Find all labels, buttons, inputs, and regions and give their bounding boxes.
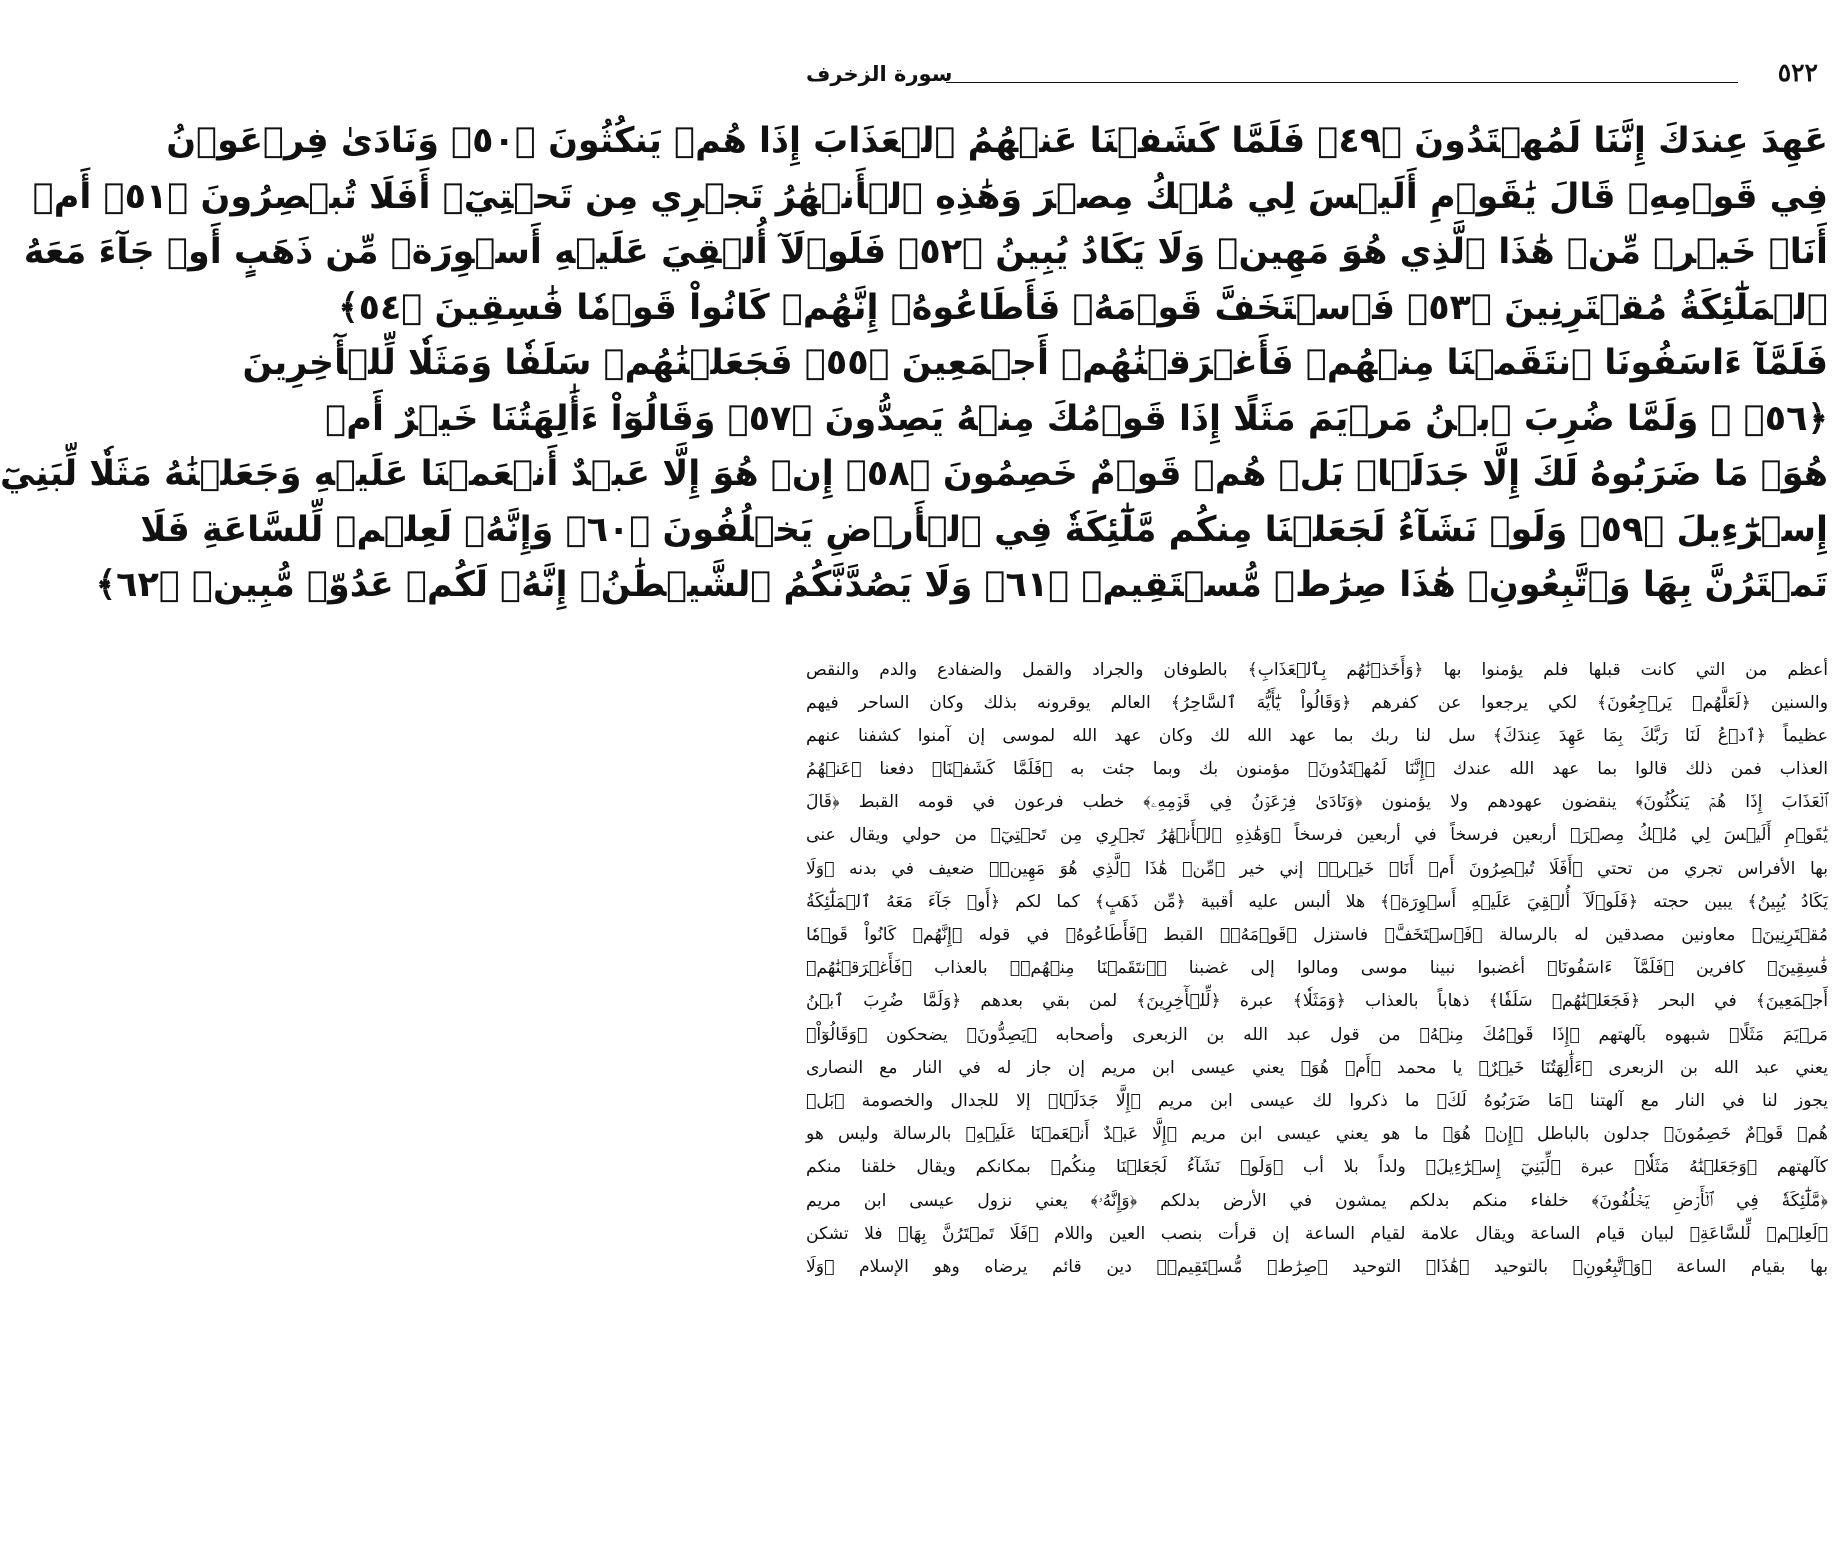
tafsir-line: مُقۡتَرِنِينَ﴾ معاونين مصدقين له بالرسالة ﴿فَٱسۡتَخَفَّ﴾ فاستزل ﴿قَوۡمَهُۥ﴾ القبط ﴿فَأَطَاعُوهُ﴾ في قوله ﴿إِنَّهُمۡ كَانُواْ قَوۡمٗا <box>806 925 1828 945</box>
tafsir-line: ﴿مَّلَٰٓئِكَةٗ فِي ٱلۡأَرۡضِ يَخۡلُفُونَ﴾ خلفاء منكم بدلكم يمشون في الأرض بدلكم ﴿وَإِنَّهُۥ﴾ يعني نزول عيسى ابن مريم <box>806 1190 1828 1211</box>
tafsir-line: يَٰقَوۡمِ أَلَيۡسَ لِي مُلۡكُ مِصۡرَ﴾ أربعين فرسخاً في أربعين فرسخاً ﴿وَهَٰذِهِ ٱلۡأَنۡهَٰرُ تَجۡرِي مِن تَحۡتِيٓ﴾ من حولي ويقال عنى <box>806 825 1828 846</box>
quran-line: فَلَمَّآ ءَاسَفُونَا ٱنتَقَمۡنَا مِنۡهُمۡ فَأَغۡرَقۡنَٰهُمۡ أَجۡمَعِينَ ﴿٥٥﴾ فَجَعَلۡنَٰهُمۡ سَلَفٗا وَمَثَلٗا لِّلۡأٓخِرِينَ <box>242 343 1828 383</box>
tafsir-line: أَجۡمَعِينَ﴾ في البحر ﴿فَجَعَلۡنَٰهُمۡ سَلَفٗا﴾ ذهاباً بالعذاب ﴿وَمَثَلٗا﴾ عبرة ﴿لِّلۡأٓخِرِينَ﴾ لمن بقي بعدهم ﴿وَلَمَّا ضُرِبَ ٱبۡنُ <box>806 991 1828 1012</box>
quran-line: أَنَا۠ خَيۡرٞ مِّنۡ هَٰذَا ٱلَّذِي هُوَ مَهِينٞ وَلَا يَكَادُ يُبِينُ ﴿٥٢﴾ فَلَوۡلَآ أُلۡقِيَ عَلَيۡهِ أَسۡوِرَةٞ مِّن ذَهَبٍ أَوۡ جَآءَ مَعَهُ <box>23 232 1828 272</box>
quran-line: ﴿٥٦﴾ ۞ وَلَمَّا ضُرِبَ ٱبۡنُ مَرۡيَمَ مَثَلًا إِذَا قَوۡمُكَ مِنۡهُ يَصِدُّونَ ﴿٥٧﴾ وَقَالُوٓاْ ءَأَٰلِهَتُنَا خَيۡرٌ أَمۡ <box>325 398 1828 439</box>
tafsir-line: يجوز لنا في النار مع آلهتنا ﴿مَا ضَرَبُوهُ لَكَ﴾ ما ذكروا لك عيسى ابن مريم ﴿إِلَّا جَدَلَۢا﴾ إلا للجدال والخصومة ﴿بَلۡ <box>806 1090 1828 1111</box>
tafsir-line: يعني عبد الله بن الزبعرى ﴿ءَأَٰلِهَتُنَا خَيۡرٌ﴾ يا محمد ﴿أَمۡ هُوَ﴾ يعني عيسى ابن مريم إن جاز له في النار مع النصارى <box>806 1057 1828 1078</box>
tafsir-line: العذاب فمن ذلك قالوا بما عهد الله عندك ﴿إِنَّنَا لَمُهۡتَدُونَ﴾ مؤمنون بك وبما جئت به ﴿فَلَمَّا كَشَفۡنَا﴾ دفعنا ﴿عَنۡهُمُ <box>806 759 1828 780</box>
tafsir-line: بها بقيام الساعة ﴿وَٱتَّبِعُونِ﴾ بالتوحيد ﴿هَٰذَا﴾ التوحيد ﴿صِرَٰطٞ مُّسۡتَقِيمٞ﴾ دين قائم يرضاه وهو الإسلام ﴿وَلَا <box>806 1256 1828 1277</box>
surah-name: سورة الزخرف <box>806 62 953 86</box>
quran-line: تَمۡتَرُنَّ بِهَا وَٱتَّبِعُونِۚ هَٰذَا صِرَٰطٞ مُّسۡتَقِيمٞ ﴿٦١﴾ وَلَا يَصُدَّنَّكُمُ ٱلشَّيۡطَٰنُۖ إِنَّهُۥ لَكُمۡ عَدُوّٞ مُّبِينٞ ﴿٦٢﴾ <box>95 565 1828 605</box>
quran-line: فِي قَوۡمِهِۦ قَالَ يَٰقَوۡمِ أَلَيۡسَ لِي مُلۡكُ مِصۡرَ وَهَٰذِهِ ٱلۡأَنۡهَٰرُ تَجۡرِي مِن تَحۡتِيٓۚ أَفَلَا تُبۡصِرُونَ ﴿٥١﴾ أَمۡ <box>32 176 1828 217</box>
tafsir-line: كآلهتهم ﴿وَجَعَلۡنَٰهُ مَثَلٗا﴾ عبرة ﴿لِّبَنِيٓ إِسۡرَٰٓءِيلَ﴾ ولداً بلا أب ﴿وَلَوۡ نَشَآءُ لَجَعَلۡنَا مِنكُم﴾ بمكانكم ويقال خلقنا منكم <box>806 1157 1828 1178</box>
quran-text-block <box>0 114 1828 614</box>
tafsir-line: ﴿لَعِلۡمٞ لِّلسَّاعَةِ﴾ لبيان قيام الساعة ويقال علامة لقيام الساعة إن قرأت بنصب العين واللام ﴿فَلَا تَمۡتَرُنَّ بِهَا﴾ فلا تشكن <box>806 1223 1828 1244</box>
page-number: ٥٢٢ <box>1777 58 1818 87</box>
tafsir-line: مَرۡيَمَ مَثَلًا﴾ شبهوه بآلهتهم ﴿إِذَا قَوۡمُكَ مِنۡهُ﴾ من قول عبد الله بن الزبعرى وأصحابه ﴿يَصِدُّونَ﴾ يضحكون ﴿وَقَالُوٓاْ﴾ <box>806 1024 1828 1045</box>
header-divider <box>946 82 1738 83</box>
page-header <box>806 48 1828 88</box>
tafsir-line: فَٰسِقِينَ﴾ كافرين ﴿فَلَمَّآ ءَاسَفُونَا﴾ أغضبوا نبينا موسى ومالوا إلى غضبنا ﴿ٱنتَقَمۡنَا مِنۡهُمۡ﴾ بالعذاب ﴿فَأَغۡرَقۡنَٰهُمۡ <box>806 958 1828 979</box>
quran-line: هُوَۚ مَا ضَرَبُوهُ لَكَ إِلَّا جَدَلَۢاۚ بَلۡ هُمۡ قَوۡمٌ خَصِمُونَ ﴿٥٨﴾ إِنۡ هُوَ إِلَّا عَبۡدٌ أَنۡعَمۡنَا عَلَيۡهِ وَجَعَلۡنَٰهُ مَثَلٗا لِّبَنِيٓ <box>0 454 1828 494</box>
quran-line: عَهِدَ عِندَكَ إِنَّنَا لَمُهۡتَدُونَ ﴿٤٩﴾ فَلَمَّا كَشَفۡنَا عَنۡهُمُ ٱلۡعَذَابَ إِذَا هُمۡ يَنكُثُونَ ﴿٥٠﴾ وَنَادَىٰ فِرۡعَوۡنُ <box>166 121 1828 161</box>
tafsir-line: هُمۡ قَوۡمٌ خَصِمُونَ﴾ جدلون بالباطل ﴿إِنۡ هُوَ﴾ ما هو يعني عيسى ابن مريم ﴿إِلَّا عَبۡدٌ أَنۡعَمۡنَا عَلَيۡهِ﴾ بالرسالة وليس هو <box>806 1124 1828 1145</box>
tafsir-line: والسنين ﴿لَعَلَّهُمۡ يَرۡجِعُونَ﴾ لكي يرجعوا عن كفرهم ﴿وَقَالُواْ يَٰٓأَيُّهَ ٱلسَّاحِرُ﴾ العالم يوقرونه بذلك وكان الساحر فيهم <box>806 692 1828 713</box>
tafsir-line: أعظم من التي كانت قبلها فلم يؤمنوا بها ﴿وَأَخَذۡنَٰهُم بِٱلۡعَذَابِ﴾ بالطوفان والجراد والقمل والضفادع والدم والنقص <box>806 659 1828 680</box>
tafsir-line: ٱلۡعَذَابَ إِذَا هُمۡ يَنكُثُونَ﴾ ينقضون عهودهم ولا يؤمنون ﴿وَنَادَىٰ فِرۡعَوۡنُ فِي قَوۡمِهِۦ﴾ خطب فرعون في قومه القبط ﴿قَالَ <box>806 792 1828 813</box>
tafsir-line: عظيماً ﴿ٱدۡعُ لَنَا رَبَّكَ بِمَا عَهِدَ عِندَكَ﴾ سل لنا ربك بما عهد الله لك وكان عهد الله لموسى إن آمنوا كشفنا عنهم <box>806 725 1828 746</box>
quran-line: إِسۡرَٰٓءِيلَ ﴿٥٩﴾ وَلَوۡ نَشَآءُ لَجَعَلۡنَا مِنكُم مَّلَٰٓئِكَةٗ فِي ٱلۡأَرۡضِ يَخۡلُفُونَ ﴿٦٠﴾ وَإِنَّهُۥ لَعِلۡمٞ لِّلسَّاعَةِ فَلَا <box>140 509 1828 550</box>
quran-line: ٱلۡمَلَٰٓئِكَةُ مُقۡتَرِنِينَ ﴿٥٣﴾ فَٱسۡتَخَفَّ قَوۡمَهُۥ فَأَطَاعُوهُۚ إِنَّهُمۡ كَانُواْ قَوۡمٗا فَٰسِقِينَ ﴿٥٤﴾ <box>338 287 1828 328</box>
tafsir-text-block <box>806 654 1828 1285</box>
tafsir-line: بها الأفراس تجري من تحتي ﴿أَفَلَا تُبۡصِرُونَ أَمۡ أَنَا۠ خَيۡرٞ﴾ إني خير ﴿مِّنۡ هَٰذَا ٱلَّذِي هُوَ مَهِينٞ﴾ ضعيف في بدنه ﴿وَلَا <box>806 858 1828 879</box>
tafsir-line: يَكَادُ يُبِينُ﴾ يبين حجته ﴿فَلَوۡلَآ أُلۡقِيَ عَلَيۡهِ أَسۡوِرَةٞ﴾ هلا ألبس عليه أقبية ﴿مِّن ذَهَبٍ﴾ كما لكم ﴿أَوۡ جَآءَ مَعَهُ ٱلۡمَلَٰٓئِكَةُ <box>806 891 1828 912</box>
